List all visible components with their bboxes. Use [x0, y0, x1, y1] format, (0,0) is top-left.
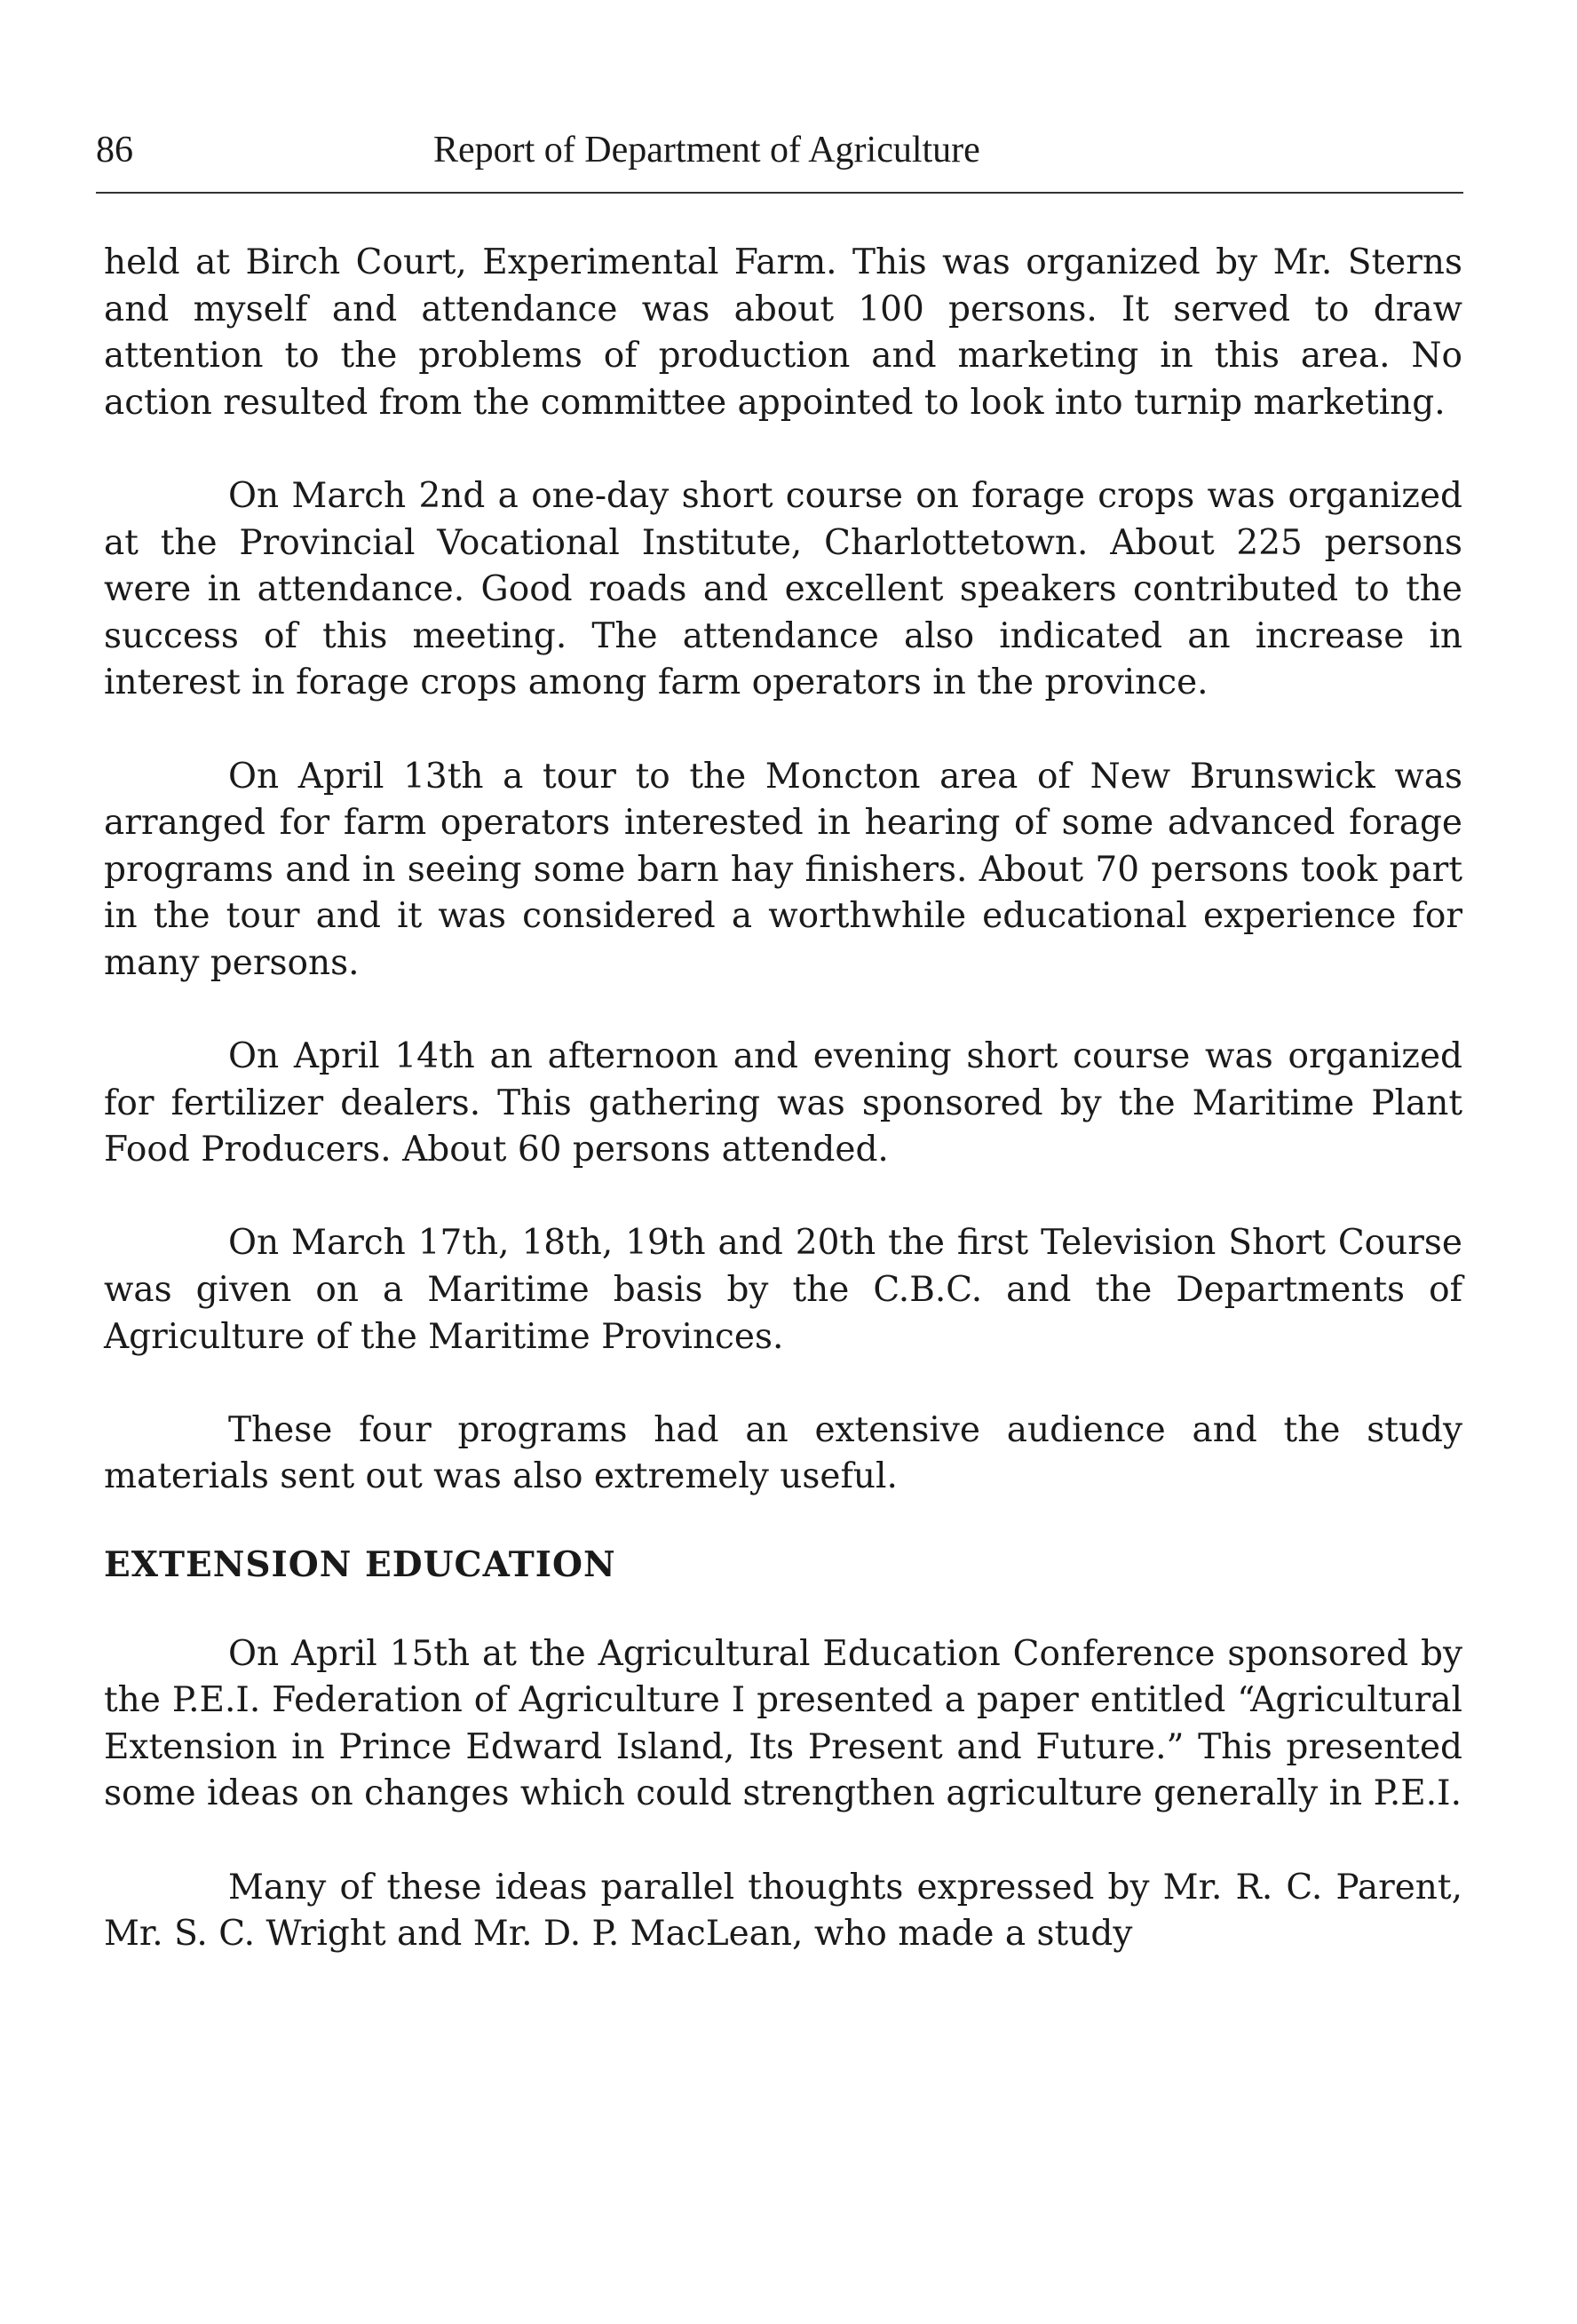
page-number: 86 — [96, 130, 133, 171]
paragraph-programs-audience: These four programs had an extensive audience and the study materials sent out was also extremely useful. — [104, 1409, 1462, 1497]
paragraph-television-course: On March 17th, 18th, 19th and 20th the first Television Short Course was given on a Maritime basis by the C.B.C. and the Departments of Agriculture of the Maritime Provinces. — [104, 1223, 1462, 1357]
header-rule — [96, 192, 1463, 194]
paragraph-education-conference: On April 15th at the Agricultural Education Conference sponsored by the P.E.I. Federation of Agriculture I presented a paper entitled “Agricultural Extension in Prince Edward Island, Its Present and Future.” This presented some ideas on changes which could strengthen agriculture generally in P.E.I. — [104, 1633, 1462, 1814]
paragraph-forage-course: On March 2nd a one-day short course on forage crops was organized at the Provincial Vocational Institute, Charlottetown. About 225 persons were in attendance. Good roads and excellent speakers contributed to the success of this meeting. The attendance also indicated an increase in interest in forage crops among farm operators in the province. — [104, 475, 1462, 703]
body-text — [104, 240, 1462, 2004]
section-heading: EXTENSION EDUCATION — [104, 1544, 616, 1586]
running-head: Report of Department of Agriculture — [433, 130, 980, 171]
paragraph-continued: held at Birch Court, Experimental Farm. This was organized by Mr. Sterns and myself and attendance was about 100 persons. It served to draw attention to the problems of production and marketing in this area. No action resulted from the committee appointed to look into turnip marketing. — [104, 242, 1462, 423]
paragraph-fertilizer-course: On April 14th an afternoon and evening short course was organized for fertilizer dealers. This gathering was sponsored by the Maritime Plant Food Producers. About 60 persons attended. — [104, 1036, 1462, 1170]
page-header — [96, 129, 1463, 182]
paragraph-moncton-tour: On April 13th a tour to the Moncton area of New Brunswick was arranged for farm operators interested in hearing of some advanced forage programs and in seeing some barn hay finishers. About 70 persons took part in the tour and it was considered a worthwhile educational experience for many persons. — [104, 756, 1462, 983]
paragraph-parallel-thoughts: Many of these ideas parallel thoughts expressed by Mr. R. C. Parent, Mr. S. C. Wright and Mr. D. P. MacLean, who made a study — [104, 1867, 1462, 1955]
